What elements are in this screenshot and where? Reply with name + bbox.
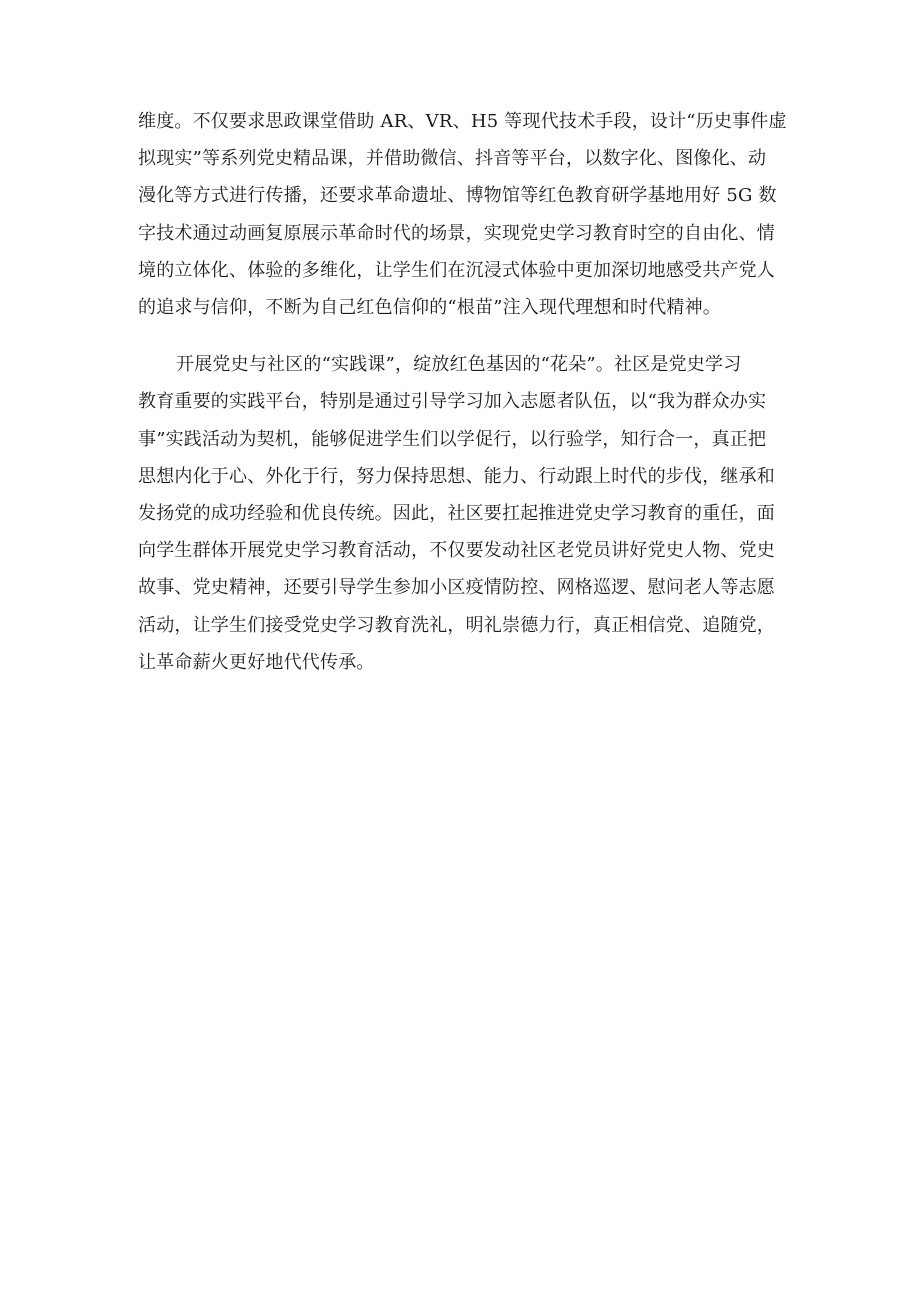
text-line: 维度。不仅要求思政课堂借助 AR、VR、H5 等现代技术手段，设计“历史事件虚 [138,111,787,132]
text-line-first: 开展党史与社区的“实践课”，绽放红色基因的“花朵”。社区是党史学习 [176,354,742,376]
text-line: 的追求与信仰，不断为自己红色信仰的“根苗”注入现代理想和时代精神。 [138,297,722,319]
text-line: 让革命薪火更好地代代传承。 [138,651,375,673]
text-line: 漫化等方式进行传播，还要求革命遗址、博物馆等红色教育研学基地用好 5G 数 [138,185,777,207]
text-line: 事”实践活动为契机，能够促进学生们以学促行，以行验学，知行合一，真正把 [138,428,767,450]
text-line: 故事、党史精神，还要引导学生参加小区疫情防控、网格巡逻、慰问老人等志愿 [138,577,775,599]
document-body [138,103,787,681]
text-line: 境的立体化、体验的多维化，让学生们在沉浸式体验中更加深切地感受共产党人 [138,259,775,281]
text-line: 教育重要的实践平台，特别是通过引导学习加入志愿者队伍，以“我为群众办实 [138,391,767,413]
text-line: 发扬党的成功经验和优良传统。因此，社区要扛起推进党史学习教育的重任，面 [138,503,775,525]
paragraph-1 [138,103,787,326]
paragraph-2 [138,346,784,681]
text-line: 思想内化于心、外化于行，努力保持思想、能力、行动跟上时代的步伐，继承和 [138,465,775,487]
text-line: 向学生群体开展党史学习教育活动，不仅要发动社区老党员讲好党史人物、党史 [138,540,775,562]
text-line: 活动，让学生们接受党史学习教育洗礼，明礼崇德力行，真正相信党、追随党， [138,614,775,636]
text-line: 字技术通过动画复原展示革命时代的场景，实现党史学习教育时空的自由化、情 [138,222,775,244]
text-line: 拟现实”等系列党史精品课，并借助微信、抖音等平台，以数字化、图像化、动 [138,148,767,170]
